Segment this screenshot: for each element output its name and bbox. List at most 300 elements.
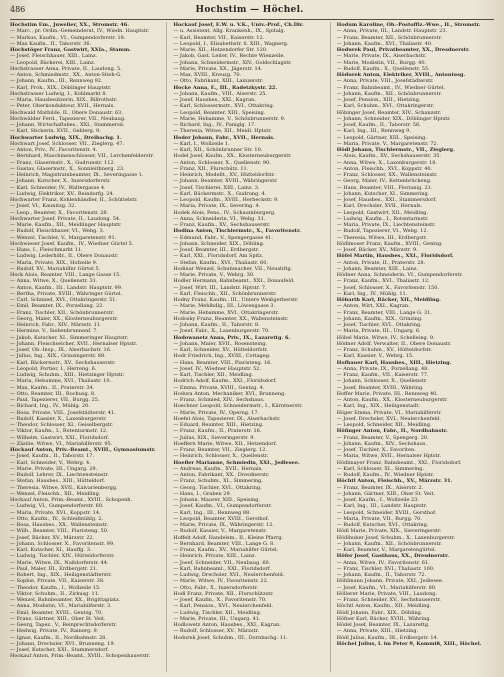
directory-entry: — Theresia, Witwe, III., Erdbergstr. (336, 234, 428, 241)
directory-entry: — Georg, Tapez., V., Reinprechtsdorferstr. (10, 622, 117, 628)
directory-entry: — Jakob, Kutscher, XI., Simmeringer Hauptstr. (10, 334, 129, 341)
directory-entry: — Rudolf, Fleischhauer, VI., Webg. 3. (10, 228, 105, 235)
directory-entry: — Karl, Fleischh., XII., Schönbrunnerstr. (173, 290, 277, 297)
directory-entry: — Karl, Schneider, XV., Hütteldorfstr. (173, 347, 268, 353)
directory-entry: — Josef, Schneider, VII., Neubaug. 60. (173, 559, 271, 566)
directory-entry: — Max Kaufm., II., Taborstr. 36. (10, 40, 92, 47)
directory-entry: — Julius, Ing., XIX., Grinzingerstr. 88. (10, 353, 106, 360)
directory-entry: Hochstrasser Anna, Private, II., Laudong. 5. (10, 65, 122, 72)
directory-entry: — Marie, Hebamme, V., Schönbrunnerstr. 9. (173, 115, 286, 122)
directory-entry: Hockauf Anton, Prim.-Beamt., XVIII., Schopenhauerstr. (10, 653, 151, 660)
directory-entry: — Johann, Kaufm., XIX., Grinzing. (336, 315, 423, 322)
directory-entry: — Wenzel, Tischler, V., Margaretenstr. 91. (10, 234, 117, 241)
directory-entry: — Karl, Ing., XIX., Heiligenstadt. (336, 403, 421, 410)
directory-entry: — Karl, I., Wollzeile 1. (173, 140, 230, 147)
directory-entry: — Carl, Schmied, XVI., Ottakringerstr. 51. (10, 297, 118, 303)
directory-entry: — Marie, Mehlhdlg., III., Löwengasse 3. (173, 303, 276, 310)
directory-entry: — Franz, Schmied, XIV., Sechshaus. (173, 397, 265, 403)
directory-entry: Hochwart Josef, Schlosser, VII., Zieglerg. 47. (10, 140, 125, 147)
directory-entry: Höhlmann Johann, Private, XXI., Jedlesee. (336, 578, 444, 585)
directory-entry: Hodl Franz, Private, XII., Flurschützstr. (173, 590, 274, 597)
directory-entry: — Rudolf, Kaufm., X., Quellenstr. 55. (336, 65, 430, 72)
directory-entry: Hoffelt Adolf, Handelsm., II., Kleine Pfarrg. (173, 534, 284, 541)
directory-entry: — Josef, Tischler, X., Favoriten. (336, 447, 416, 453)
directory-entry: Hodek Alois, Pens., IV., Schaumburgerg. (173, 209, 276, 216)
directory-entry: Höllerer Marie, Private, VIII., Laudong. (336, 590, 438, 597)
directory-entry: Hochwarter Franz, Kohlenhändler, II., Schüttelstr. (10, 197, 138, 203)
directory-entry: — Edmund, Fabr., V., Spengergasse 41. (173, 234, 273, 241)
directory-entry: — Leopold, I., Elisabethstr. 6. XIII., Wagnerg. (173, 40, 289, 47)
directory-entry: Hodler Hermann, Bahnbeamt., XXI., Donaufeld. (173, 278, 295, 285)
directory-entry: — Anton, Fabrikant, XX., Dresdnerstr. (173, 472, 270, 478)
directory-entry: — Josef, Kaufm., I., Wollzeile 23. (336, 497, 419, 503)
directory-entry: — Franz, Glasermstr., X., Gudrunstr. 112. (10, 159, 116, 166)
directory-entry: — Wenzel, Fleischh., XII., Meidling. (10, 490, 101, 497)
directory-entry: — Viktor, Kaufm., I., Rotenturmstr. 12. (10, 428, 108, 435)
entry-columns (10, 22, 494, 672)
directory-entry: — Ludwig, Drechsler, XVI., Neulerchenfeld. (173, 572, 285, 578)
directory-entry: — Josef, Fabr., X., Laxenburgerstr. 70. (173, 328, 270, 335)
directory-entry: — Heinrich, Schlosser, X., Quellenstr. (173, 453, 269, 460)
directory-entry: Hodel Josef, Kaufm., XX., Klosterneuburgerstr. (173, 153, 292, 160)
directory-entry: — Ludwig, Elektriker, XV., Reindorfg. 24. (10, 190, 115, 197)
directory-entry: — Ludwig, Tischler, XII., Meidling. (173, 609, 262, 616)
directory-entry: — Karl, Schlosser, XI., Simmering. (336, 465, 425, 472)
directory-entry: — Anna, Private, XIII., Hietzing. (336, 628, 419, 635)
directory-entry: — Karl, Schlossermstr., XVI., Ottakring. (173, 103, 275, 110)
directory-entry: — Heinrich, Private, XIII., Lainz. (173, 553, 257, 560)
directory-entry: — Josef, Kaufm., II., Taborstr. 17. (10, 453, 95, 460)
directory-entry: — Zäzilie, Witwe, VI., Mariahilferstr. 95. (10, 440, 113, 447)
directory-entry: — Johann, Kaufm., XIV., Sechshaus. (336, 440, 427, 447)
directory-entry: — Maria, Private, III., Ungarg. 6. (336, 328, 421, 335)
directory-entry: Höchtl Anton, Fleischh., XV., Märzstr. 31. (336, 478, 453, 485)
directory-entry: Höbarth Karl, Bäcker, XII., Meidling. (336, 297, 441, 303)
directory-entry: — Bernhard, Maschinenschlosser, VII., Lerchenfelderstr. (10, 153, 154, 160)
directory-entry: Hodura Anton, Mechaniker, XVI., Brunneng. (173, 390, 286, 397)
directory-entry: Höger Emma, Private, VI., Mariahilferstr. (336, 409, 442, 416)
directory-entry: — Otto, Kaufm., IV., Schleifmühlg. 2. (10, 515, 104, 522)
directory-entry: — Anton, Schlosser, X., Quellenstr. 90. (173, 159, 271, 166)
directory-entry: — Marie, Hebamme, XVI., Ottakringerstr. (173, 309, 280, 316)
directory-entry: — Rudolf, Tapezierer, VI., Webg. 12. (336, 228, 429, 235)
directory-entry: Hödner Anna, Schneiderin, VI., Gumpendorferstr. (336, 272, 463, 278)
directory-entry: — Josef, Kutscher, XXI., Stammersdorf. (10, 647, 109, 653)
directory-entry: — Josef, Kaufm., II., Taborstr. 56. (336, 122, 421, 128)
directory-entry: — Rudolf, Kutscher, XVI., Ottakring. (336, 522, 429, 528)
directory-entry: — Max, Kaufm., II., Praterstr. 34. (10, 384, 95, 391)
directory-entry: Hödurek Anton, Elektriker, XVIII., Antoniusg. (336, 72, 466, 78)
directory-entry: — Karl, Schneider, V., Wehrg. 4. (10, 459, 91, 466)
directory-entry: — Marie, XII., Hetzendorfer Str. 120. (173, 47, 268, 53)
directory-entry: Hoeffern Marie, Witwe, XII., Hetzendorf. (173, 440, 277, 447)
directory-entry: — Josef, Kaufm., X., Favoritenstr. 70. (173, 597, 267, 603)
directory-entry: — Josef, Pension., XIII., Hietzing. (336, 97, 421, 103)
directory-entry: — Marie, Private, V., Wehrg. 30. (173, 272, 255, 278)
directory-entry: — Karl, XII., Schönbrunner Str. 10. (173, 147, 263, 153)
directory-entry: Hodosky Franz, Beamter, XX., Wallensteinstr. (173, 315, 289, 322)
directory-entry: — Wenzel, Bahnbeamter, XX., Brigittaplatz. (10, 597, 121, 603)
directory-entry: Hodurek Paul, Privatbeamter, XX., Dresdnerstr. (336, 47, 470, 53)
directory-entry: — Leopold, Schneider, XII., Meidling. (336, 422, 432, 428)
directory-entry: — Marie, Private, III., Ungarg. 41. (173, 615, 261, 622)
directory-entry: — Anton, Kaufm., XX., Klosterneuburgerstr. (336, 397, 448, 403)
directory-entry: — Wilhelm, Gastwirt, XXI., Floridsdorf. (10, 434, 110, 441)
directory-entry: Hoechner Leopold, Schneidermstr., I., Kärntnerstr. (173, 403, 303, 410)
directory-entry: — Johann, Schneider, XIX., Döblinger Hptstr. (336, 115, 451, 122)
directory-entry: — Marie, Private, IV., Operng. 17. (173, 409, 260, 416)
directory-entry: — Hans, Beamter, VIII., Florianig. 21. (336, 184, 433, 191)
directory-entry: — Ignaz, Kaufm., II., Nordbahnstr. 28. (10, 634, 107, 641)
header-rule (10, 19, 494, 20)
directory-entry: — Otto, Fabr., X., Inzersdorferstr. (173, 584, 259, 591)
directory-entry: — Johann, Kaufm., XII., Schönbrunnerstr. (336, 90, 442, 97)
directory-entry: — Anton, Schmiedmstr., XX., Anton-Stieh-G. (10, 72, 122, 78)
directory-entry: — Anna, Private, VIII., Josefstädterstr. (336, 78, 434, 85)
directory-entry: Hock Alois, Beamter, VIII., Lange Gasse 15. (10, 272, 121, 278)
directory-entry: — Theresia, Witwe, XVII., Kalvarienbergg. (10, 484, 118, 491)
directory-entry: — Markus, Kaufm., VI., Gumpendorferstr. 18. (10, 34, 126, 41)
directory-entry: — Stefan, Hausbes., XIII., Hütteldorf. (10, 478, 106, 485)
directory-entry: — Leopold, Gastwirt, XII., Meidling. (336, 209, 429, 216)
directory-entry: — Maria, Private, V., Margaretenstr. 72. (336, 140, 439, 147)
directory-entry: — Josef, Bäcker, XV., Märzstr. 9. (336, 247, 418, 253)
directory-entry: — Karl, XXI., Floridsdorf, Am Spitz. (173, 253, 264, 260)
directory-entry: Hochwarter Ludwig, XIX., Dreibachg. 1. (10, 134, 122, 141)
directory-entry: — Karl, Bäckermstr., XV., Sechshauserstr. (10, 359, 116, 366)
directory-entry: Hödl Marie, Private, XIX., Sieveringerstr. (336, 528, 442, 535)
directory-entry: Hoder Johann, Fabr., XVII., Hernals. (173, 134, 275, 141)
directory-entry: — Franz, Schuhm., XV., Hütteldorfstr. (336, 347, 433, 353)
directory-entry: — Anna, Witwe, IV., Favoritenstr. 61. (336, 559, 430, 566)
directory-entry: Hodowanetz Anna, Priv., IX., Lazarettg. 6. (173, 334, 291, 341)
directory-entry: Hödl Johann, Tischlermstr., VII., Zieglerg. (336, 147, 455, 153)
directory-entry: — Gustav, Glasermstr., X., Sonnleithnerg. 23. (10, 165, 125, 172)
directory-entry: Hödl Johann, Fabr., XIX., Döbling. (336, 609, 423, 616)
directory-entry: — Josef, Fleischhauer, XIII., Lainz. (10, 53, 98, 60)
directory-entry: — Eduard, Beamter, XIII., Hietzing. (173, 422, 264, 428)
directory-entry: — Josef, Bäcker, XV., Märzstr. 22. (10, 534, 95, 541)
directory-entry: — Johann, Schneidermstr., XIV., Goldschlagstr. (173, 59, 292, 66)
directory-entry: — Andreas, Kaufm., XVII., Hernals. (173, 465, 263, 472)
directory-entry: — Josef, Tischler, XVI., Ottakring. (336, 322, 422, 328)
directory-entry: — Franz, Schuhm., XI., Simmering. (173, 478, 263, 485)
directory-entry: Hodlowetz Anton, Hausbes., XXI., Kagran. (173, 622, 281, 628)
directory-entry: — Johann, Kaufm., II., Taborstr. 72. (336, 572, 427, 578)
directory-entry: — Richard, Ing., IV., Mühlg. 20. (10, 403, 90, 410)
directory-entry: — Hans, I., Fleischmarkt 11. (10, 247, 83, 253)
directory-entry: — Franz, Kaufm., XV., Mariahilfer Gürtel. (173, 547, 279, 553)
directory-entry: — Maria, Private, IX., Liechtensteinstr. (336, 222, 436, 228)
directory-entry: — Franz, Kaufm., II., Praterstr. 16. (173, 428, 262, 435)
running-title: Hochstim — Höchel. (195, 5, 304, 15)
page-number: 486 (10, 5, 26, 14)
directory-entry: — Bernhard, Beamter, VIII., Lange G. 8. (173, 540, 275, 547)
directory-entry: Hodum Karoline, Ob.-Postoffiz.-Wwe., II., Stromstr. (336, 22, 481, 28)
directory-entry: — Robert, Ing., XIX., Heiligenstädterstr. (10, 572, 112, 578)
directory-entry: — Heinrich, Modellt., XV., Hütteldorfstr. (173, 172, 276, 178)
directory-entry: Hodrich Adolf, Kaufm., XXI., Floridsdorf. (173, 378, 277, 385)
directory-entry: — Leopold, Schneider, XVIII., Gersthof. (336, 509, 437, 516)
directory-entry: — Josef, IV., Wiedner Hauptstr. 52. (173, 365, 262, 372)
directory-entry: — Karl, Ing., III., Rennweg 9. (336, 128, 411, 135)
directory-entry: — Josef, Beamter, XVIII., Währing. (336, 384, 424, 391)
directory-entry: Höbinger Josef, Beamter, XIV., Schanzstr. (336, 109, 442, 116)
directory-entry: — Karl, Schneider, IV., Waltergasse 4. (10, 184, 106, 191)
directory-entry: Hodurek Josef, Schuhm., III., Dornbachg. 11. (173, 634, 288, 641)
directory-entry: Hödlhuber Josef, Schuhm., X., Laxenburgerstr. (336, 534, 456, 541)
directory-entry: — Bertha, Private, XVIII., Währinger Gürtel. (10, 290, 123, 297)
directory-entry: — Georg, Maler, IV., Kettenbrückeng. (336, 178, 432, 185)
directory-entry: — Karl, Ing., IV., Mühlg. 11. (336, 290, 408, 297)
directory-entry: Hochwälder Ferd., Tapezierer, VII., Neubaug. (10, 115, 126, 122)
directory-entry: Hoefler Marianne, Schmiedin, XXI., Jedlesee. (173, 459, 300, 466)
directory-entry: — Leopold, Bäckerei, XIII., Lainz. (10, 59, 96, 66)
directory-entry: — Sophie, Private, VII., Kaiserstr. 38. (10, 578, 105, 585)
directory-entry: — Anna, Private, IX., Porzellang. 48. (336, 365, 429, 372)
directory-entry: Hodny Franz, Kaufm., III., Untere Weißgerberstr. (173, 297, 299, 303)
directory-entry: — Theresia, Witwe, XII., Meidl. Hptstr. (173, 128, 272, 135)
directory-entry: — Hans, Beamter, VIII., Piaristeng. 16. (173, 359, 272, 366)
directory-entry: — Johann, Schneider, XIX., Döbling. (173, 240, 265, 247)
directory-entry: Höfer Josef, Gasthaus, XX., Dresdnerstr. (336, 553, 450, 560)
directory-entry: — Theodor, Kaufm., I., Wollzeile 15. (10, 584, 101, 591)
directory-entry: — Rudolf, Kassier, V., Margaretenstr. (173, 528, 267, 535)
directory-entry: — Hans, I., Graben 29. (173, 490, 232, 497)
directory-entry: — Wilh., Beamter, VIII., Piaristeng. 50. (10, 528, 109, 535)
directory-entry: — Franz, Schneider, XV., Sechshauserstr. (336, 597, 441, 603)
directory-entry: — Leopold, Gärtner, XIII., Speising. (336, 134, 427, 141)
directory-entry: — Josef, Kaufm., VI., Mariahilferstr. 80. (336, 584, 437, 591)
directory-entry: — Marie, Private, III., Ungarg. 29. (10, 465, 98, 472)
directory-entry: — Rudolf, Kassier, X., Laxenburgerstr. (10, 415, 107, 422)
directory-entry: — Rudolf, Lehrer, IX., Liechtensteinstr. (10, 472, 109, 478)
directory-entry: Hochwieser Josef, Kaufm., IV., Wiedner Gürtel 5. (10, 240, 134, 247)
directory-entry: — Josef, Hausbes., XXI., Kagran. (173, 97, 256, 103)
directory-entry: — Franz, Beamter, VII., Zieglerg. 12. (173, 447, 267, 453)
directory-entry: — Johann, Beamter, XIII., Lainz. (336, 265, 419, 272)
directory-entry: — Heinrich, Fabr., XIV., Märzstr. 11. (10, 322, 102, 328)
directory-entry: — Johann, Kaufm., II., Taborstr. 8. (173, 322, 260, 328)
directory-entry: — Karl, Beamter, VII., Kaiserstr. 12. (173, 34, 265, 41)
directory-entry: Hochwald Mathilde, II., Obere Donaustr. 63. (10, 109, 123, 116)
directory-entry: Hödl Julius, Kaufm., III., Erdbergstr. 14. (336, 634, 439, 641)
directory-entry: — Ludwig, Lederhdlr., II., Obere Donaustr. (10, 253, 119, 260)
directory-entry: — Josef, Wirt, III., Landstr. Hptstr. 7. (173, 284, 267, 291)
directory-entry: — Karl, Schuhm., XVI., Ottakringerstr. (336, 103, 435, 110)
directory-entry: — Johann, Maler, XVII., Rosensteing. (173, 340, 267, 347)
directory-entry: — Maria, Private, VII., Burgg. 70. (336, 515, 422, 522)
directory-entry: — Ludwig, Kaufm., I., Rotenturmstr. (336, 215, 429, 222)
directory-entry: — Franz, Tischler, XVI., Thaliastr. 100. (336, 565, 435, 572)
directory-entry: Höchel Julius, I. im Peter 9, Kommiß, XIII., Höchel. (336, 640, 482, 647)
directory-entry: — Otto, Fabrikant, XIII., Lainzerstr. (173, 78, 264, 85)
directory-entry: — Marie, Witwe, IX., Nußdorferstr. 44. (10, 559, 109, 566)
directory-entry: Hockauf Josef, E.W. u. V.K., Univ.-Prof., Ch.Dir. (173, 22, 304, 28)
directory-entry: — Franz, Bahnbeamt., IV., Wiedner Gürtel. (336, 84, 446, 91)
directory-entry: — Leopold, Kaufm., XVIII., Herbeckstr. 9. (173, 197, 279, 203)
directory-entry: Hochwarter Josef, Private, II., Laudong. 54. (10, 215, 121, 222)
directory-entry: — Karl, Ing., III., Rennweg 88. (173, 509, 251, 516)
directory-entry: Hockauf Anton, Prim.-Beamt., XVIII., Schopenh. (10, 497, 133, 503)
directory-entry: — Emma, Private, XVIII., Gentzg. 4. (173, 384, 265, 391)
directory-entry: — Marie, Private, IX., Alserbachstr. (336, 53, 427, 60)
directory-entry: — Josef, Drechsler, XVI., Neulerchenfeld. (336, 415, 441, 422)
directory-entry: — Paul, Maler, III., Erdbergstr. 21. (10, 565, 98, 572)
directory-entry: — Karl, Bahnbeamt., XXI., Floridsdorf. (173, 565, 272, 572)
directory-entry: — Anton, Fleischh., XVI., Koppstr. 40. (336, 165, 433, 172)
directory-entry: — Richard, Ing., IV., Paniglg. 17. (173, 122, 256, 128)
directory-entry: — Johann, Schlosser, X., Favoritenstr. 99. (10, 540, 115, 547)
directory-entry: — Peter, Oberkondukteur, XVII., Hernals. (10, 103, 115, 110)
directory-entry: — Franz, Gärtner, XIII., Ober St. Veit. (10, 615, 106, 622)
directory-entry: — Karl, Ing., III., Landstr. Hauptstr. (336, 503, 428, 510)
directory-entry: — Johann, Maurer, XIII., Speising. (173, 497, 261, 503)
directory-entry: — Marie, Witwe, IV., Favoritenstr. 22. (173, 578, 269, 585)
directory-entry: — Rudolf, Schlosser, XV., Märzstr. (173, 628, 259, 635)
directory-entry: — Josef, Kaufm., VI., Gumpendorferstr. (173, 503, 273, 510)
directory-entry: — Jakob, Gast. Leiter, IV., Rechte Wienzeile. (173, 53, 285, 60)
directory-entry: — Anna, Witwe, X., Quellenstr. 31. (10, 278, 98, 285)
directory-entry: — Rudolf, XV., Mariahilfer Gürtel 5. (10, 265, 101, 272)
directory-entry: — Ludwig, Tischler, XIV., Hütteldorferstr. (10, 553, 115, 560)
directory-entry: — Anna, Witwe, X., Laxenburgerstr. 18. (336, 159, 438, 166)
directory-entry: — Emil, Beamter, IX., Porzellang. 22. (10, 303, 104, 310)
directory-entry: — Leop., Beamter, X., Favoritenstr. 28. (10, 209, 109, 216)
directory-entry: Hochstrasser Ludwig, I., Kohlmarkt 8. (10, 90, 108, 97)
directory-entry: — Paul, Tapezierer, VII., Burgg. 25. (10, 397, 100, 403)
directory-entry: — Marie, Modistin, VII., Burgg. 40. (336, 59, 427, 66)
directory-entry: — Johann, Gärtner, XIII., Ober St. Veit. (336, 490, 436, 497)
directory-entry: — Maria, Hausbesitzerin, XIX., Billrothstr. (10, 97, 118, 103)
directory-entry: Hödel Josef, Beamter, IX., Lazarettg. (336, 622, 430, 628)
directory-entry: — Anna, Modistin, VI., Mariahilferstr. 3. (10, 603, 112, 610)
directory-entry: — Johann, Kutscher, XI., Simmering. (336, 190, 430, 197)
directory-entry: — Heinrich, Magistratsbeamter, IX., Severingasse 1. (10, 172, 144, 178)
directory-entry: Hödlmoser Franz, Kaufm., XVIII., Gentzg. (336, 240, 443, 247)
directory-entry: — Johann, Kaufm., VIII., Alserstr. 25. (173, 90, 268, 97)
directory-entry: — Karl, Kutscher, XI., Hauffg. 3. (10, 547, 92, 553)
directory-entry: — Johann, Drechsler, XVI., Brunneng. 19. (10, 640, 116, 647)
directory-entry: — Franz, Kaufm., XVI., Thaliastr. 12. (336, 278, 430, 285)
directory-entry: — Otto, Beamter, III., Rochusg. 8. (10, 390, 96, 397)
directory-entry: — Johann, Kaufm., XVI., Thaliastr. 40. (336, 40, 433, 47)
directory-entry: Hoffer Marie, Private, III., Rennweg 40. (336, 390, 438, 397)
directory-entry: Hodina Anton, Tischlermstr., X., Favoritenstr. (173, 228, 301, 235)
directory-entry: Hocke Anna, E., III., Radetzkystr. 22. (173, 84, 278, 91)
directory-entry: — Josef, Beamter, III., Erdbergstr. (173, 247, 260, 253)
directory-entry: Höfel Martin, Hausbes., XXI., Floridsdorf. (336, 253, 454, 260)
directory-entry: — Anton, Private, II., Praterstr. 28. (336, 259, 426, 266)
directory-entry: — Max, XVIII., Kreuzg. 70. (173, 72, 242, 78)
directory-entry: — Johann, Kaufm., III., Rennweg 92. (10, 78, 103, 85)
directory-entry: — Franz, Schlosser, XX., Wallensteinstr. (336, 172, 438, 178)
directory-entry: — Alois, Kaufm., XV., Sechshauserstr. 35. (336, 153, 442, 160)
directory-entry: — Franz, Tischler, XII., Schönbrunnerstr. (10, 309, 115, 316)
directory-entry: — Georg, Maler, XX., Klosterneuburgerstr. (10, 315, 118, 322)
directory-entry: Hodr Friedrich, Ing., XVIII., Cottageg. (173, 353, 271, 360)
directory-entry: — Ludwig, Schuhm., XIII., Hietzinger Hptstr. (10, 372, 125, 378)
directory-entry: — Karl, Kassier, V., Wehrg. 15. (336, 353, 414, 360)
directory-entry: — Maria, Private, XVI., Koppstr. 14. (10, 509, 101, 516)
directory-entry: — Marie, Private, IX., Währingerstr. 12. (173, 522, 274, 528)
directory-entry: — Theodor, Schlosser, XI., Geiselbergstr. (10, 422, 114, 428)
directory-entry: — Karl, Beamter, V., Margaretengürtel. (336, 547, 437, 553)
directory-entry: — Maria, Hebamme, XVI., Thaliastr. 10. (10, 378, 112, 385)
directory-entry: — Maria, Private, XIX., Hofzeile 9. (10, 259, 98, 266)
directory-entry: — Maria, Witwe, XVII., Hernalser Hptstr. (336, 453, 442, 460)
directory-entry: — Anton, Wirt, XXI., Kagran. (336, 303, 410, 310)
directory-entry: — Marie, Private, XX., Jägerstr. 14. (173, 65, 263, 72)
directory-entry: — Karl, Stickerin, XVII., Geblerg. 9. (10, 128, 101, 135)
directory-entry: Höchtl Anton, Kaufm., XII., Meidling. (336, 603, 432, 610)
directory-entry: — Franz, Kaufm., VII., Kaiserstr. 77. (336, 372, 429, 378)
directory-entry: Hödlmayer Franz, Bahnbeamt., XXI., Floridsdorf. (336, 459, 462, 466)
directory-entry: — Julius, XIX., Sieveringerstr. 9. (173, 434, 256, 441)
directory-entry: — Franz, Beamter, VIII., Lange G. 31. (336, 309, 432, 316)
directory-entry: — Josef, Hausbes., XXI., Stammersdorf. (336, 197, 437, 203)
directory-entry: — Franz, Beamter, V., Spengerg. 20. (336, 434, 429, 441)
directory-entry: — Ludwig, VI., Gumpendorferstr. 60. (10, 503, 104, 510)
directory-entry: — Hermine, V., Siebenbrunnenf. 7. (10, 328, 98, 335)
directory-entry: — Josef, Ob.-Insp., IX., Alserbachstr. 16. (10, 347, 112, 353)
directory-entry: Hoefel Alois, Tapezierer, IX., Alserbachstr. (173, 415, 281, 422)
directory-entry: — Karl, Bäckermstr., X., Gudrung. 4. (173, 190, 267, 197)
directory-entry: — Franz, Beamter, XII., Schönbrunnerstr. (336, 34, 443, 41)
directory-entry: — u. Assistent, Allg. Krankenh., IX., Spitalg. (173, 28, 286, 35)
directory-entry: — Johann, Wirtschaftsbes., XXI., Stammersd. (10, 122, 125, 128)
directory-entry: — Franz, XII., Flurschütz. 11. (173, 165, 249, 172)
directory-entry: — Johann, Beamter, XVIII., Währingerstr. (173, 178, 278, 185)
directory-entry: — Karl, Prok., XIX., Döblinger Hauptstr. (10, 84, 112, 91)
directory-entry: Höfinger Anton, Fabr., II., Nordbahnstr. (336, 428, 448, 435)
directory-entry: — Stefan, Kaufm., XVI., Thaliastr. 60. (173, 259, 269, 266)
directory-entry: — Johann, Kaufm., XII., Schönbrunnerstr. (336, 540, 442, 547)
directory-entry: — Viktor, Schuhm., II., Zirkusg. 11. (10, 590, 100, 597)
directory-entry: — Leopold, Beamter, XIII., Speising. (173, 109, 266, 116)
directory-entry: — Karl, Drechsler, XVII., Hernals. (336, 203, 423, 210)
directory-entry: — Franz, Beamter, IX., Alserstr. 2. (336, 484, 424, 491)
directory-entry: — Rosa, Private, VIII., Josefstädterstr. 41. (10, 409, 116, 416)
directory-entry: — Rosa, Hausbes., XX., Wallensteinstr. (10, 522, 109, 528)
directory-entry: Hödner Adolf, Verwalter, II., Obere Donaustr. (336, 340, 452, 347)
directory-entry: — Josef, Schlosser, X., Favoritenstr. 150. (336, 284, 439, 291)
directory-entry: — Maria, Private, IX., Severing. 4. (173, 203, 261, 210)
directory-entry: Hofbauer Karl, Hausbes., XIII., Hietzing. (336, 359, 452, 366)
directory-entry: — Hedwig, Private, IV., Rainerg. 9. (10, 628, 99, 635)
directory-entry: — Anton, Priv., IV., Favoritenstr. 4. (10, 147, 98, 153)
column-2 (173, 22, 330, 672)
directory-entry: Hodinar Wenzel, Schuhmacher, VII., Neustiftg. (173, 265, 293, 272)
directory-entry: — Georg, Tischler, XVI., Ottakring. (173, 484, 262, 491)
directory-entry: — Leopold, Portier, I., Herreng. 6. (10, 365, 97, 372)
directory-entry: — Johann, Schlosser, X., Quellenstr. (336, 378, 428, 385)
directory-entry: Höbel Marie, Witwe, IV., Schelleing. 9. (336, 334, 435, 341)
directory-entry: Höfner Karl, Bäcker, XVIII., Währing. (336, 615, 432, 622)
page-header (10, 4, 494, 18)
directory-entry: — Anna, Private, III., Landstr. Hauptstr. 23. (336, 28, 448, 35)
directory-entry: — Johann, Kutscher, X., Inzersdorferstr. (10, 178, 111, 185)
directory-entry: — Karl, Pension., XVI., Neulerchenfeld. (173, 603, 274, 610)
directory-entry: — Anna, Schneiderin, VI., Webg. 31. (173, 215, 266, 222)
directory-entry: Hochstim Em., Juwelier, XX., Stromstr. 46. (10, 22, 129, 28)
directory-entry: Hockauf Anton, Priv.-Beamt., XVIII., Gymnasiumstr. (10, 447, 156, 453)
directory-entry: — Josef, Tischlerei, XIII., Lainz. 3. (173, 184, 260, 191)
directory-entry: — Emil, Beamter, XVIII., Gentzg. 70. (10, 609, 103, 616)
column-1 (10, 22, 167, 672)
directory-entry: — Anton, Kaufm., III., Landstr. Hauptstr. 99. (10, 284, 123, 291)
directory-entry: — Leopold, Beamter, XVIII., Gersthof. (173, 515, 270, 522)
